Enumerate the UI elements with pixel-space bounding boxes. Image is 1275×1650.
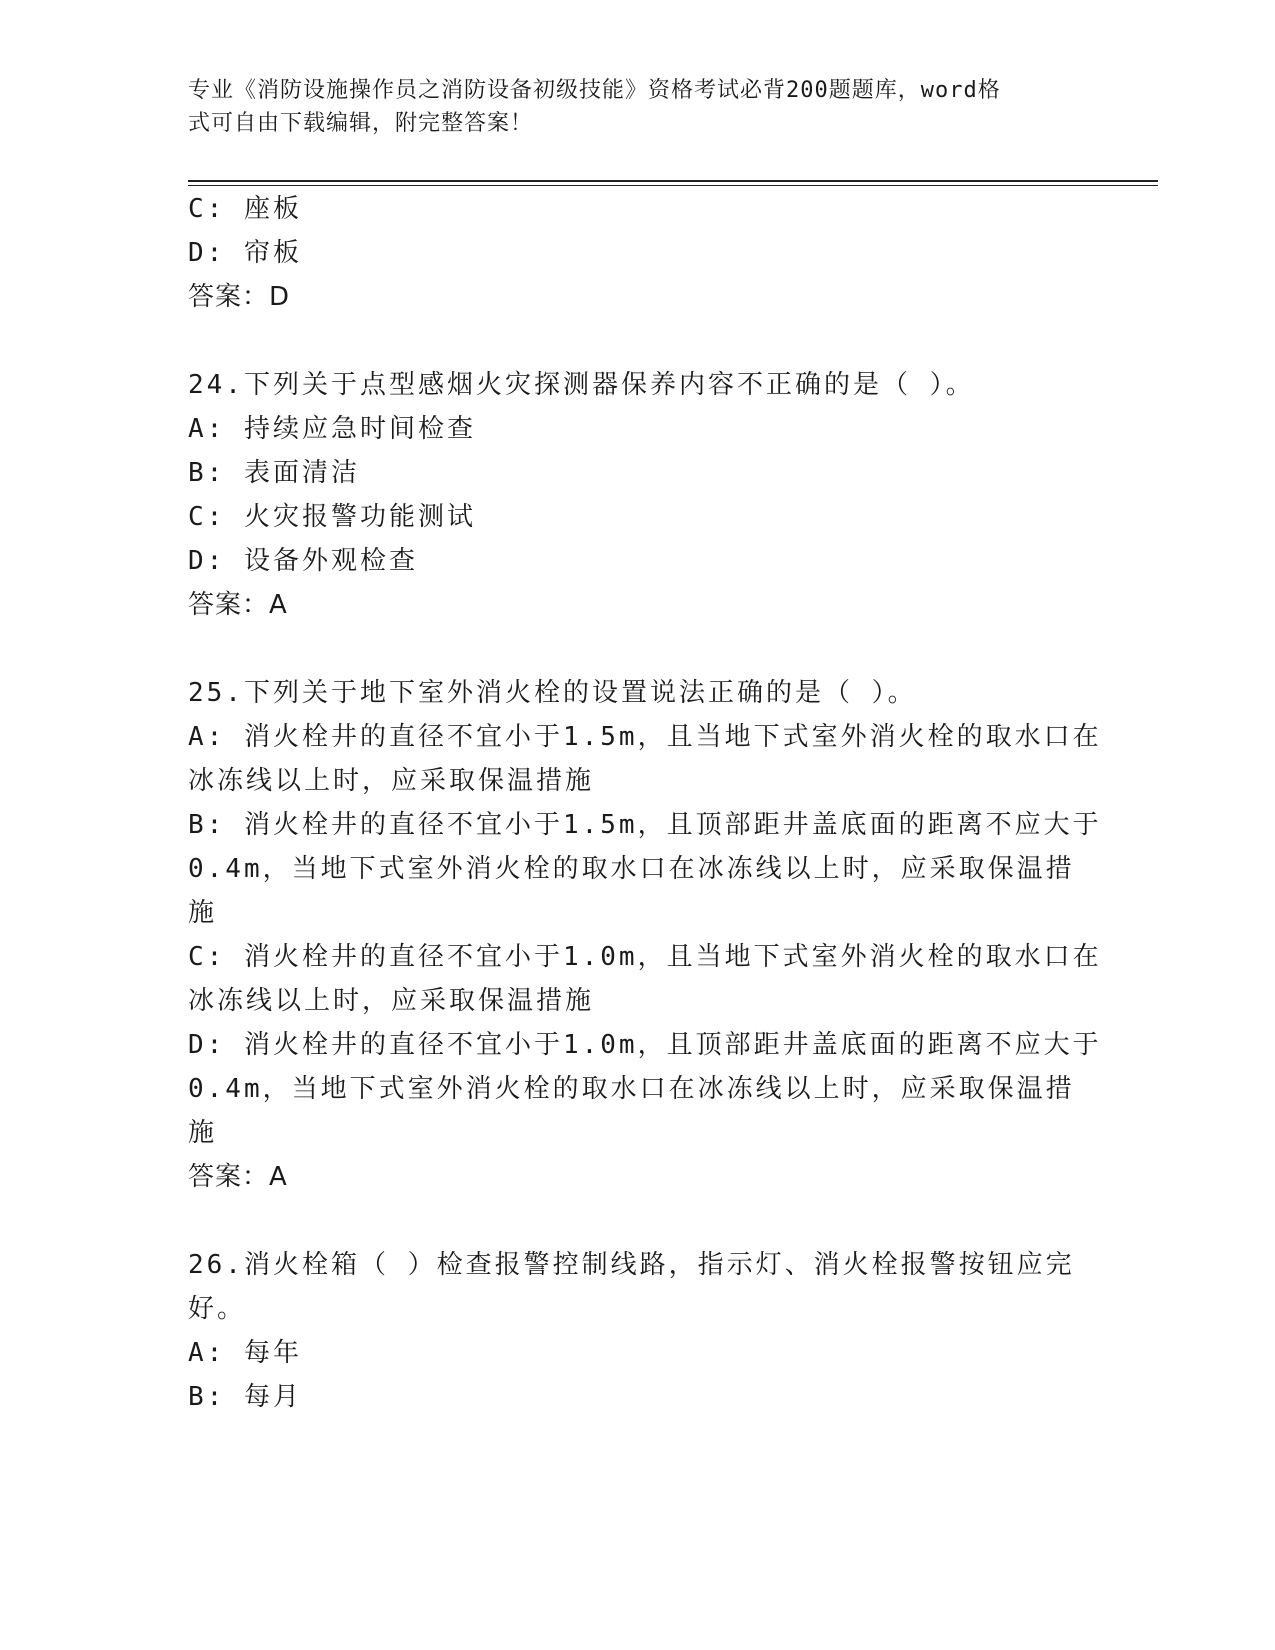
q25-question: 25.下列关于地下室外消火栓的设置说法正确的是（ ）。 [188,678,917,708]
q24-answer: 答案：A [188,590,288,620]
header-divider-thin [188,185,1158,186]
q26-question-line-2: 好。 [188,1294,247,1324]
header-line-1: 专业《消防设施操作员之消防设备初级技能》资格考试必背200题题库，word格 [188,78,1001,103]
header-line-2: 式可自由下载编辑，附完整答案！ [188,111,534,136]
q25-option-a-line-2: 冰冻线以上时，应采取保温措施 [188,766,595,796]
q26-option-b: B: 每月 [188,1382,302,1412]
q25-option-d-line-2: 0.4m，当地下式室外消火栓的取水口在冰冻线以上时，应采取保温措 [188,1074,1075,1104]
q24-question: 24.下列关于点型感烟火灾探测器保养内容不正确的是（ ）。 [188,370,975,400]
document-header [188,74,1068,140]
q25-option-a-line-1: A: 消火栓井的直径不宜小于1.5m，且当地下式室外消火栓的取水口在 [188,722,1102,752]
q24-option-c: C: 火灾报警功能测试 [188,502,476,532]
q25-option-d-line-1: D: 消火栓井的直径不宜小于1.0m，且顶部距井盖底面的距离不应大于 [188,1030,1102,1060]
q23-option-c: C: 座板 [188,194,302,224]
header-divider-thick [188,180,1158,182]
q23-answer: 答案：D [188,282,291,312]
q25-option-b-line-2: 0.4m，当地下式室外消火栓的取水口在冰冻线以上时，应采取保温措 [188,854,1075,884]
q25-option-d-line-3: 施 [188,1118,218,1148]
q25-option-b-line-1: B: 消火栓井的直径不宜小于1.5m，且顶部距井盖底面的距离不应大于 [188,810,1102,840]
q25-option-b-line-3: 施 [188,898,218,928]
q26-option-a: A: 每年 [188,1338,302,1368]
q25-option-c-line-2: 冰冻线以上时，应采取保温措施 [188,986,595,1016]
q24-option-d: D: 设备外观检查 [188,546,418,576]
q25-option-c-line-1: C: 消火栓井的直径不宜小于1.0m，且当地下式室外消火栓的取水口在 [188,942,1102,972]
q25-answer: 答案：A [188,1162,288,1192]
q24-option-b: B: 表面清洁 [188,458,360,488]
q23-option-d: D: 帘板 [188,238,302,268]
q26-question-line-1: 26.消火栓箱（ ）检查报警控制线路，指示灯、消火栓报警按钮应完 [188,1250,1075,1280]
q24-option-a: A: 持续应急时间检查 [188,414,476,444]
